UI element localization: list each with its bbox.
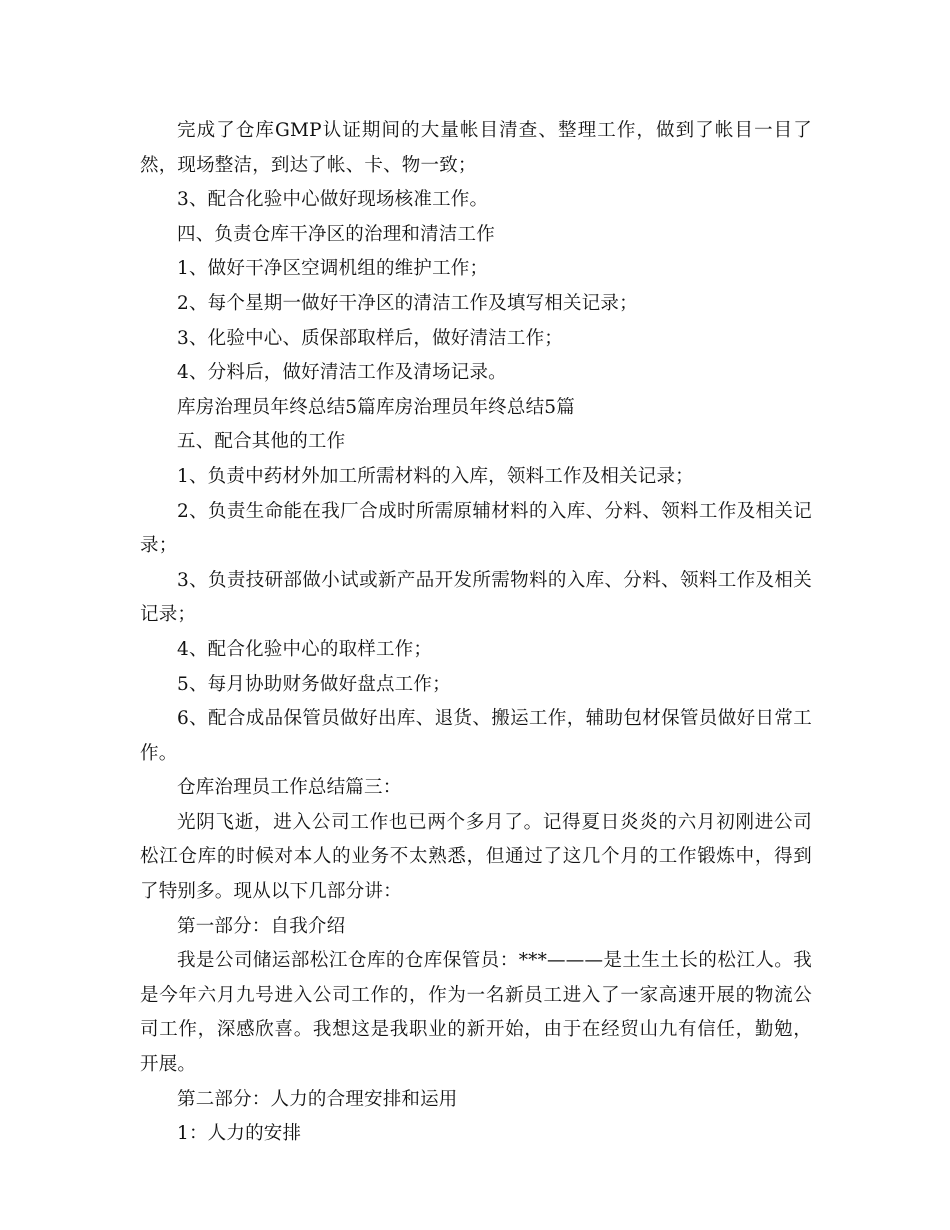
section-heading: 第二部分：人力的合理安排和运用 (177, 1088, 458, 1110)
paragraph: 4、分料后，做好清洁工作及清场记录。 (177, 362, 507, 384)
paragraph: 3、配合化验中心做好现场核准工作。 (177, 189, 489, 211)
section-heading: 四、负责仓库干净区的治理和清洁工作 (177, 223, 495, 245)
paragraph: 4、配合化验中心的取样工作； (177, 638, 433, 660)
paragraph: 5、每月协助财务做好盘点工作； (177, 673, 451, 695)
document-body (140, 114, 812, 1152)
paragraph: 1、负责中药材外加工所需材料的入库，领料工作及相关记录； (177, 465, 694, 487)
section-heading: 仓库治理员工作总结篇三： (177, 777, 402, 799)
paragraph: 我是公司储运部松江仓库的仓库保管员：***———是土生土长的松江人。我是今年六月九号进入公司工作的，作为一名新员工进入了一家高速开展的物流公司工作，深感欣喜。我想这是我职业的新开始，由于在经贸山九有信任，勤勉，开展。 (140, 950, 812, 1076)
paragraph: 6、配合成品保管员做好出库、退货、搬运工作，辅助包材保管员做好日常工作。 (140, 708, 812, 764)
section-heading: 五、配合其他的工作 (177, 431, 346, 453)
paragraph: 1、做好干净区空调机组的维护工作； (177, 258, 489, 280)
paragraph: 光阴飞逝，进入公司工作也已两个多月了。记得夏日炎炎的六月初刚进公司松江仓库的时候对本人的业务不太熟悉，但通过了这几个月的工作锻炼中，得到了特别多。现从以下几部分讲： (140, 811, 812, 903)
paragraph: 1：人力的安排 (177, 1123, 302, 1145)
paragraph: 库房治理员年终总结5篇库房治理员年终总结5篇 (177, 396, 575, 418)
paragraph: 2、每个星期一做好干净区的清洁工作及填写相关记录； (177, 292, 638, 314)
section-heading: 第一部分：自我介绍 (177, 915, 346, 937)
paragraph: 3、负责技研部做小试或新产品开发所需物料的入库、分料、领料工作及相关记录； (140, 569, 812, 626)
paragraph: 2、负责生命能在我厂合成时所需原辅材料的入库、分料、领料工作及相关记录； (140, 500, 812, 557)
paragraph: 完成了仓库GMP认证期间的大量帐目清查、整理工作，做到了帐目一目了然，现场整洁，到达了帐、卡、物一致； (140, 120, 812, 176)
paragraph: 3、化验中心、质保部取样后，做好清洁工作； (177, 327, 563, 349)
